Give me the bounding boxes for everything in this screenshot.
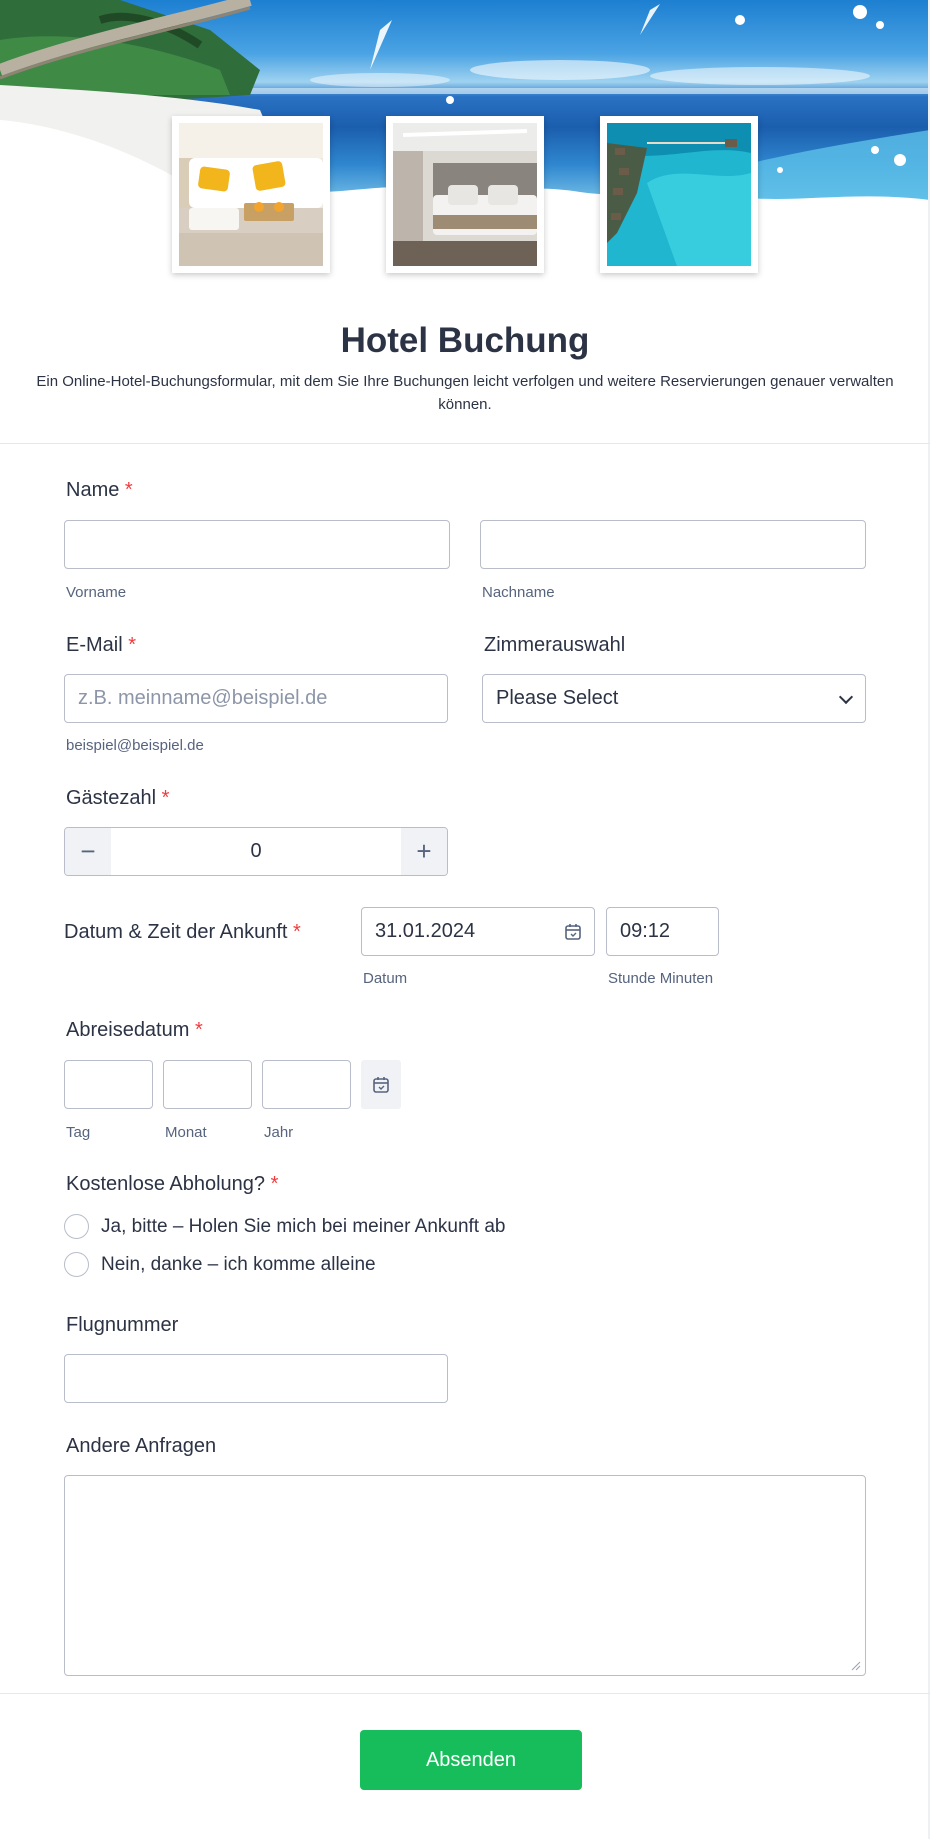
required-mark: * (128, 634, 137, 656)
flight-number-input[interactable] (64, 1354, 448, 1403)
guests-value[interactable]: 0 (250, 840, 262, 862)
form-subtitle: Ein Online-Hotel-Buchungsformular, mit dem Sie Ihre Buchungen leicht verfolgen und weitere Reservierungen genauer verwalten können. (36, 373, 894, 413)
form-header (0, 318, 930, 416)
email-sublabel: beispiel@beispiel.de (66, 737, 204, 754)
room-select[interactable] (482, 674, 866, 723)
last-name-sublabel: Nachname (482, 584, 555, 601)
room-select-value: Please Select (496, 687, 619, 709)
email-label: E-Mail * (66, 634, 137, 656)
pickup-label: Kostenlose Abholung? * (66, 1173, 279, 1195)
resize-handle-icon[interactable] (851, 1661, 861, 1671)
pickup-option-yes[interactable] (64, 1214, 506, 1239)
hotel-photo-bed-breakfast (172, 116, 330, 273)
first-name-sublabel: Vorname (66, 584, 127, 601)
chevron-down-icon (839, 689, 853, 703)
calendar-icon[interactable] (564, 923, 582, 941)
guests-label: Gästezahl * (66, 787, 170, 809)
submit-button[interactable]: Absenden (360, 1730, 582, 1790)
departure-label: Abreisedatum * (66, 1019, 203, 1041)
room-label: Zimmerauswahl (484, 634, 626, 656)
departure-month-input[interactable] (163, 1060, 252, 1109)
hotel-photo-room (386, 116, 544, 273)
required-mark: * (124, 479, 133, 501)
radio-button[interactable] (64, 1252, 89, 1277)
arrival-date-value: 31.01.2024 (375, 920, 476, 942)
first-name-input[interactable] (64, 520, 450, 569)
name-label: Name * (66, 479, 133, 501)
hotel-photo-lagoon (600, 116, 758, 273)
radio-button[interactable] (64, 1214, 89, 1239)
required-mark: * (161, 787, 170, 809)
departure-year-sublabel: Jahr (264, 1124, 294, 1141)
flight-label: Flugnummer (66, 1314, 179, 1336)
arrival-date-input[interactable] (361, 907, 595, 956)
other-requests-textarea[interactable] (64, 1475, 866, 1676)
header-banner (0, 0, 930, 290)
email-input[interactable]: z.B. meinname@beispiel.de (64, 674, 448, 723)
departure-year-input[interactable] (262, 1060, 351, 1109)
departure-day-sublabel: Tag (66, 1124, 91, 1141)
calendar-icon (372, 1076, 390, 1094)
pickup-option-no[interactable] (64, 1252, 376, 1277)
departure-day-input[interactable] (64, 1060, 153, 1109)
departure-month-sublabel: Monat (165, 1124, 207, 1141)
footer-divider (0, 1693, 930, 1694)
arrival-label: Datum & Zeit der Ankunft * (64, 921, 301, 943)
last-name-input[interactable] (480, 520, 866, 569)
required-mark: * (293, 921, 301, 943)
pickup-option-no-label: Nein, danke – ich komme alleine (101, 1254, 376, 1275)
guests-stepper (64, 827, 448, 876)
form-title: Hotel Buchung (340, 321, 590, 360)
departure-calendar-button[interactable] (361, 1060, 401, 1109)
arrival-time-input[interactable]: 09:12 (606, 907, 719, 956)
header-divider (0, 443, 930, 444)
required-mark: * (194, 1019, 203, 1041)
arrival-time-sublabel: Stunde Minuten (608, 970, 714, 987)
arrival-date-sublabel: Datum (363, 970, 408, 987)
required-mark: * (270, 1173, 279, 1195)
pickup-option-yes-label: Ja, bitte – Holen Sie mich bei meiner Ankunft ab (101, 1216, 506, 1237)
other-requests-label: Andere Anfragen (66, 1435, 217, 1457)
increment-button[interactable]: + (401, 828, 447, 875)
decrement-button[interactable]: − (65, 828, 111, 875)
